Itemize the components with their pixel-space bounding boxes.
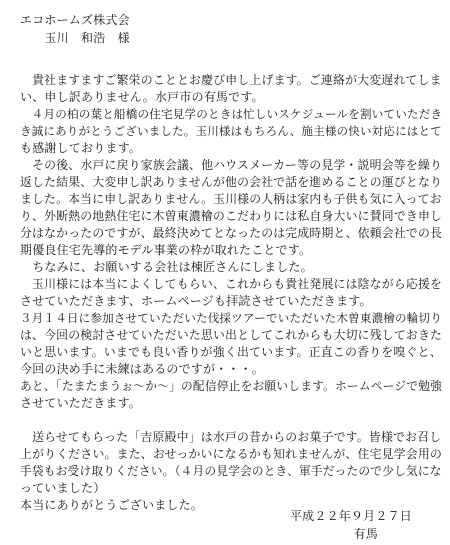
body-line: 期優良住宅先導的モデル事業の枠が取れたことです。	[20, 243, 312, 257]
body-line: させていただきます。	[20, 396, 142, 410]
body-line: き誠にありがとうございました。玉川様はもちろん、施主様の快い対応にはとて	[20, 124, 442, 138]
body-line: あと、「たまたまうぉ〜か〜」の配信停止をお願いします。ホームページで勉強	[20, 379, 443, 393]
body-line: ３月１４日に参加させていただいた伐採ツアーでいただいた木曽東濃檜の輪切り	[20, 311, 442, 325]
body-line: い、申し訳ありません。水戸市の有馬です。	[20, 90, 264, 104]
recipient-name: 玉川 和浩 様	[20, 31, 130, 45]
body-line: 今回の決め手に未練はあるのですが・・・。	[20, 362, 265, 376]
sender-name: 有馬	[353, 527, 378, 541]
body-line: っていました）	[20, 481, 106, 495]
body-line: ました。本当に申し訳ありません。玉川様の人柄は家内も子供も気に入ってお	[20, 192, 442, 206]
body-line: その後、水戸に戻り家族会議、他ハウスメーカー等の見学・説明会等を繰り	[20, 158, 443, 172]
body-line: 玉川様には本当によくしてもらい、これからも貴社発展には陰ながら応援を	[20, 277, 443, 291]
body-line: 本当にありがとうございました。	[20, 498, 204, 512]
letter-date: 平成２２年９月２７日	[289, 509, 412, 523]
body-line: させていただきます、ホームページも拝読させていただきます。	[20, 294, 372, 308]
body-line: も感謝しております。	[20, 141, 142, 155]
body-line: 返した結果、大変申し訳ありませんが他の会社で話を進めることの運びとなり	[20, 175, 443, 189]
body-line: り、外断熱の地熱住宅に木曽東濃檜のこだわりには私自身大いに賛同でき申し	[20, 209, 443, 223]
body-line: 分はなかったのですが、最終決めてとなったのは完成時期と、依頼会社での長	[20, 226, 443, 240]
body-line: 貴社ますますご繁栄のこととお慶び申し上げます。ご連絡が大変遅れてしま	[20, 73, 442, 87]
body-line: ４月の柏の葉と船橋の住宅見学のときは忙しいスケジュールを割いていただき	[20, 107, 443, 121]
body-line: ちなみに、お願いする会社は棟匠さんにしました。	[20, 260, 313, 274]
body-line: 手袋もお受け取りください。（４月の見学会のとき、軍手だったので少し気にな	[20, 464, 442, 478]
body-line: 上がりください。また、おせっかいになるかも知れませんが、住宅見学会用の	[20, 447, 443, 461]
body-line: いと思います。いまでも良い香りが強く出ています。正直この香りを嗅ぐと、	[20, 345, 442, 359]
body-line: は、今回の検討させていただいた思い出としてこれからも大切に残しておきた	[20, 328, 443, 342]
body-line: 送らせてもらった「吉原殿中」は水戸の昔からのお菓子です。皆様でお召し	[20, 430, 442, 444]
recipient-company: エコホームズ株式会	[20, 13, 130, 27]
